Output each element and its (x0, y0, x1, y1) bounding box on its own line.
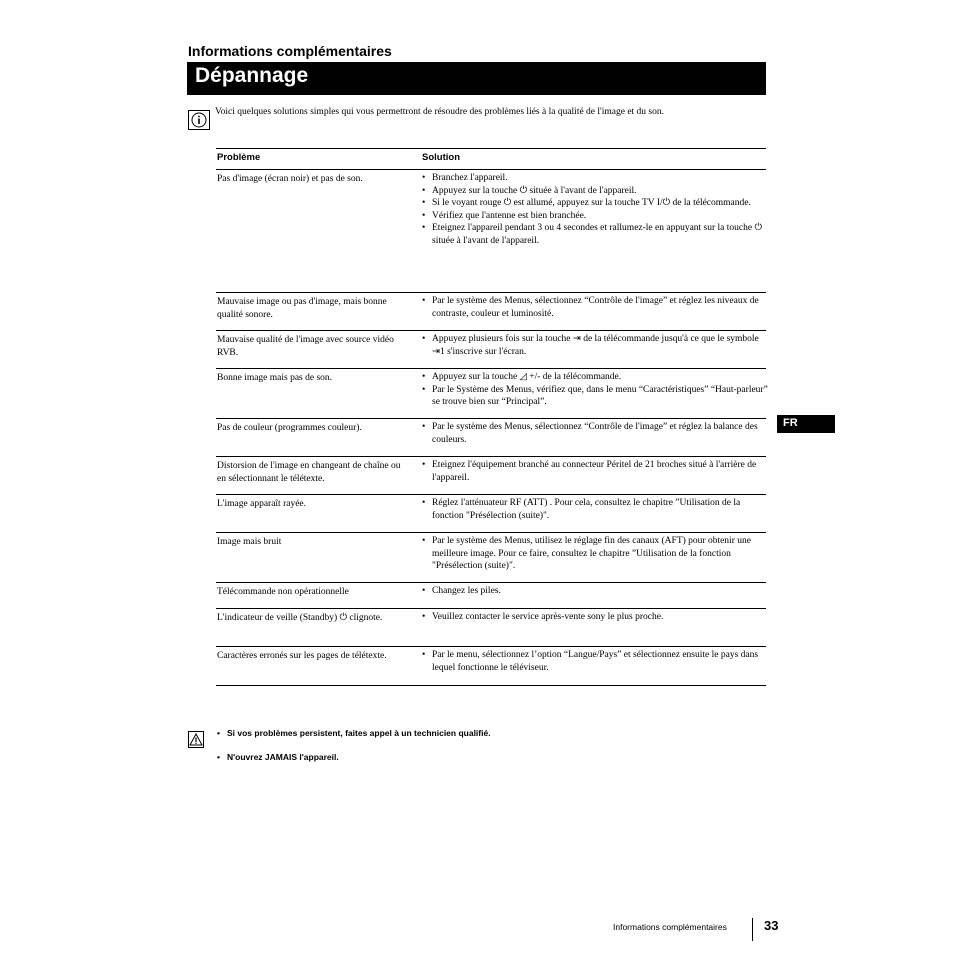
table-row (216, 647, 766, 686)
solution-item: • Appuyez sur la touche ◿ +/- de la télécommande. (422, 371, 768, 384)
warning-item: • N'ouvrez JAMAIS l'appareil. (217, 752, 491, 776)
problem-cell: Bonne image mais pas de son. (217, 373, 333, 383)
page-number: 33 (764, 918, 779, 933)
table-row (216, 495, 766, 533)
solution-list (422, 421, 768, 446)
table-row (216, 170, 766, 293)
solution-list (422, 459, 768, 484)
solution-list (422, 649, 768, 674)
solution-item: • Par le système des Menus, utilisez le réglage fin des canaux (AFT) pour obtenir une meilleure image. Pour ce faire, consultez le chapitre ”Utilisation de la fonction "Présélection (suite)". (422, 535, 768, 573)
warning-list (217, 728, 491, 776)
column-header-problem: Problème (217, 152, 261, 163)
problem-cell: Pas de couleur (programmes couleur). (217, 423, 362, 433)
table-row (216, 609, 766, 647)
problem-cell: Pas d'image (écran noir) et pas de son. (217, 174, 363, 184)
page-title: Dépannage (195, 64, 309, 87)
solution-list (422, 333, 768, 358)
solution-list (422, 371, 768, 409)
solution-item: • Réglez l'atténuateur RF (ATT) . Pour cela, consultez le chapitre ”Utilisation de la fonction "Présélection (suite)". (422, 497, 768, 522)
solution-list (422, 585, 768, 598)
problem-cell: L'indicateur de veille (Standby) ⏻ clignote. (217, 613, 383, 623)
language-tab (777, 415, 835, 433)
problem-cell: L'image apparaît rayée. (217, 499, 307, 509)
warning-item: • Si vos problèmes persistent, faites appel à un technicien qualifié. (217, 728, 491, 752)
table-row (216, 419, 766, 457)
footer-divider (752, 918, 753, 941)
section-label: Informations complémentaires (188, 43, 392, 59)
solution-item: • Appuyez sur la touche ⏻ située à l'avant de l'appareil. (422, 185, 768, 198)
problem-cell: Mauvaise qualité de l'image avec source vidéo RVB. (217, 335, 394, 358)
solution-item: • Veuillez contacter le service après-vente sony le plus proche. (422, 611, 768, 624)
solution-item: • Eteignez l'appareil pendant 3 ou 4 secondes et rallumez-le en appuyant sur la touche ⏻ située à l'avant de l'appareil. (422, 222, 768, 247)
problem-cell: Mauvaise image ou pas d'image, mais bonne qualité sonore. (217, 297, 387, 320)
table-row (216, 583, 766, 609)
solution-list (422, 535, 768, 573)
troubleshooting-table (216, 148, 766, 686)
solution-item: • Vérifiez que l'antenne est bien branchée. (422, 210, 768, 223)
solution-item: • Par le Système des Menus, vérifiez que, dans le menu “Caractéristiques” “Haut-parleur” se trouve bien sur “Principal”. (422, 384, 768, 409)
footer-section-label: Informations complémentaires (613, 922, 727, 932)
problem-cell: Caractères erronés sur les pages de télétexte. (217, 651, 387, 661)
solution-item: • Changez les piles. (422, 585, 768, 598)
language-tab-label: FR (783, 417, 798, 429)
title-bar (187, 62, 766, 95)
info-icon (188, 110, 210, 130)
column-header-solution: Solution (422, 152, 460, 163)
solution-item: • Par le système des Menus, sélectionnez “Contrôle de l'image” et réglez la balance des couleurs. (422, 421, 768, 446)
solution-list (422, 172, 768, 247)
table-row (216, 293, 766, 331)
solution-list (422, 611, 768, 624)
warning-icon (188, 731, 204, 748)
table-row (216, 457, 766, 495)
problem-cell: Distorsion de l'image en changeant de chaîne ou en sélectionnant le télétexte. (217, 461, 401, 484)
solution-item: • Branchez l'appareil. (422, 172, 768, 185)
problem-cell: Télécommande non opérationnelle (217, 587, 349, 597)
solution-item: • Appuyez plusieurs fois sur la touche ⇥ de la télécommande jusqu'à ce que le symbole ⇥1 s'inscrive sur l'écran. (422, 333, 768, 358)
table-row (216, 369, 766, 419)
problem-cell: Image mais bruit (217, 537, 282, 547)
solution-list (422, 295, 768, 320)
solution-item: • Par le système des Menus, sélectionnez “Contrôle de l'image” et réglez les niveaux de contraste, couleur et luminosité. (422, 295, 768, 320)
table-row (216, 533, 766, 583)
intro-text: Voici quelques solutions simples qui vous permettront de résoudre des problèmes liés à la qualité de l'image et du son. (215, 107, 665, 117)
solution-item: • Eteignez l'équipement branché au connecteur Péritel de 21 broches situé à l'arrière de l'appareil. (422, 459, 768, 484)
solution-item: • Si le voyant rouge ⏻ est allumé, appuyez sur la touche TV I/⏻ de la télécommande. (422, 197, 768, 210)
solution-list (422, 497, 768, 522)
solution-item: • Par le menu, sélectionnez l’option “Langue/Pays” et sélectionnez ensuite le pays dans lequel fonctionne le téléviseur. (422, 649, 768, 674)
table-row (216, 331, 766, 369)
table-header (216, 148, 766, 170)
